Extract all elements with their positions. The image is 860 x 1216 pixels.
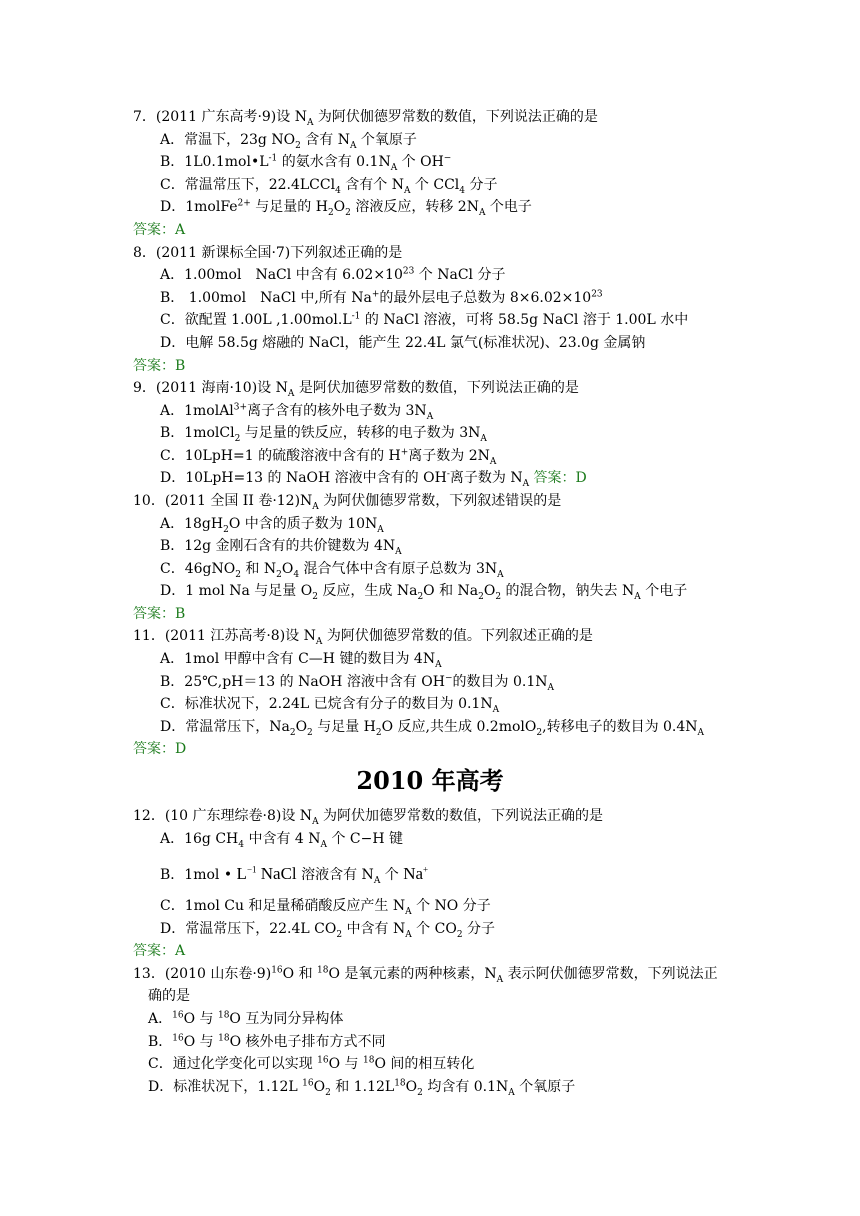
question-7-stem: 7．(2011 广东高考·9)设 $N_A$ 为阿伏伽德罗常数的数值，下列说法正确的是 <box>133 109 598 128</box>
question-11-answer: 答案：D <box>133 741 187 757</box>
question-8-option-d: D．电解 58.5g 熔融的 NaCl，能产生 22.4L 氯气(标准状况)、23.0g 金属钠 <box>160 335 646 351</box>
question-10-option-c: C．46gNO$_2$ 和 $N_2O_4$ 混合气体中含有原子总数为 $3N_A$ <box>160 561 504 580</box>
question-9-answer: 答案：D <box>533 470 587 486</box>
question-12-option-a: A．16g $CH_4$ 中含有 4 $N_A$ 个 C−H 键 <box>160 831 404 850</box>
question-12-option-b: B．1mol • $L^{-1}$ NaCl 溶液含有 $N_A$ 个 Na+ <box>160 864 429 886</box>
question-8-option-a: A．1.00mol NaCl 中含有 $6.02\times 10^{23}$ 个 NaCl 分子 <box>160 266 506 283</box>
question-12-option-c: C．1mol Cu 和足量稀硝酸反应产生 $N_A$ 个 NO 分子 <box>160 898 491 917</box>
question-10-option-a: A．$18gH_2O$ 中含的质子数为 $10N_A$ <box>160 516 384 535</box>
question-13-option-c: C．通过化学变化可以实现 $^{16}$O 与 $^{18}$O 间的相互转化 <box>148 1055 475 1072</box>
question-12-option-d: D．常温常压下，22.4L $CO_2$ 中含有 $N_A$ 个 $CO_2$ 分子 <box>160 921 496 940</box>
question-9-option-c: C．10LpH=1 的硫酸溶液中含有的 H+离子数为 $2N_A$ <box>160 447 497 467</box>
question-8-option-c: C．欲配置 1.00L $,1.00mol.L^{-1}$ 的 NaCl 溶液，可将 58.5g NaCl 溶于 1.00L 水中 <box>160 311 689 328</box>
question-10-answer: 答案：B <box>133 606 186 622</box>
question-8-stem: 8．(2011 新课标全国·7)下列叙述正确的是 <box>133 245 403 261</box>
question-10-stem: 10．(2011 全国 II 卷$\cdot 12)N_A$ 为阿伏伽德罗常数，下列叙述错误的是 <box>133 493 562 512</box>
question-9-option-d: D．10LpH=13 的 NaOH 溶液中含有的 OH-离子数为 $N_A$ <box>160 469 530 489</box>
question-11-option-b: B．25℃,pH＝13 的 NaOH 溶液中含有 OH−的数目为 $0.1N_A$ <box>160 673 554 693</box>
question-7-option-b: B．$1L0.1mol•L^{-1}$ 的氨水含有 $0.1N_A$ 个 OH− <box>160 153 452 173</box>
question-8-answer: 答案：B <box>133 358 186 374</box>
question-12-stem: 12．(10 广东理综卷·8)设 $N_A$ 为阿伏加德罗常数的数值，下列说法正确的是 <box>133 808 604 827</box>
question-11-option-a: A．1mol 甲醇中含有 C—H 键的数目为 $4N_A$ <box>160 651 442 670</box>
question-10-option-d: D．1 mol Na 与足量 $O_2$ 反应，生成 $Na_2O$ 和 $Na_2O_2$ 的混合物，钠失去 $N_A$ 个电子 <box>160 583 688 602</box>
question-13-option-a: A．$^{16}$O 与 $^{18}$O 互为同分异构体 <box>148 1010 344 1027</box>
question-12-answer: 答案：A <box>133 943 186 959</box>
question-7-answer: 答案：A <box>133 222 186 238</box>
question-9-option-b: B．1molCl$_2$ 与足量的铁反应，转移的电子数为 $3N_A$ <box>160 425 487 444</box>
question-9-option-d-row <box>160 468 587 488</box>
question-11-option-c: C．标准状况下，2.24L 已烷含有分子的数目为 $0.1N_A$ <box>160 696 500 715</box>
question-11-option-d: D．常温常压下，$Na_2O_2$ 与足量 $H_2O$ 反应,共生成 0.2molO$_2$,转移电子的数目为 $0.4N_A$ <box>160 719 705 738</box>
question-11-stem: 11．(2011 江苏高考·8)设 $N_A$ 为阿伏伽德罗常数的值。下列叙述正确的是 <box>133 628 593 647</box>
question-7-option-a: A．常温下，23g $NO_2$ 含有 $N_A$ 个氧原子 <box>160 132 417 151</box>
question-10-option-b: B．12g 金刚石含有的共价键数为 $4N_A$ <box>160 538 402 557</box>
question-13-option-b: B．$^{16}$O 与 $^{18}$O 核外电子排布方式不同 <box>148 1033 386 1050</box>
question-7-option-c: C．常温常压下，22.4LCCl$_4$ 含有个 $N_A$ 个 CCl$_4$ 分子 <box>160 177 498 196</box>
question-13-stem: 13．(2010 山东卷·9)$^{16}$O 和 $^{18}$O 是氧元素的两种核素，$N_A$ 表示阿伏伽德罗常数，下列说法正 <box>133 965 718 985</box>
question-13-option-d: D．标准状况下，1.12L $^{16}O_2$ 和 $1.12L^{18}O_2$ 均含有 $0.1N_A$ 个氧原子 <box>148 1078 576 1098</box>
question-9-option-a: A．1molAl$^{3+}$离子含有的核外电子数为 $3N_A$ <box>160 402 434 422</box>
question-7-option-d: D．1molFe$^{2+}$ 与足量的 $H_2O_2$ 溶液反应，转移 $2N_A$ 个电子 <box>160 198 532 218</box>
question-8-option-b: B． 1.00mol NaCl 中,所有 Na+的最外层电子总数为 $8\times 6.02\times 10^{23}$ <box>160 289 603 306</box>
section-heading-2010: 2010 年高考 <box>356 766 504 795</box>
question-13-stem-continued: 确的是 <box>148 988 190 1004</box>
question-9-stem: 9．(2011 海南·10)设 $N_A$ 是阿伏加德罗常数的数值，下列说法正确的是 <box>133 380 579 399</box>
